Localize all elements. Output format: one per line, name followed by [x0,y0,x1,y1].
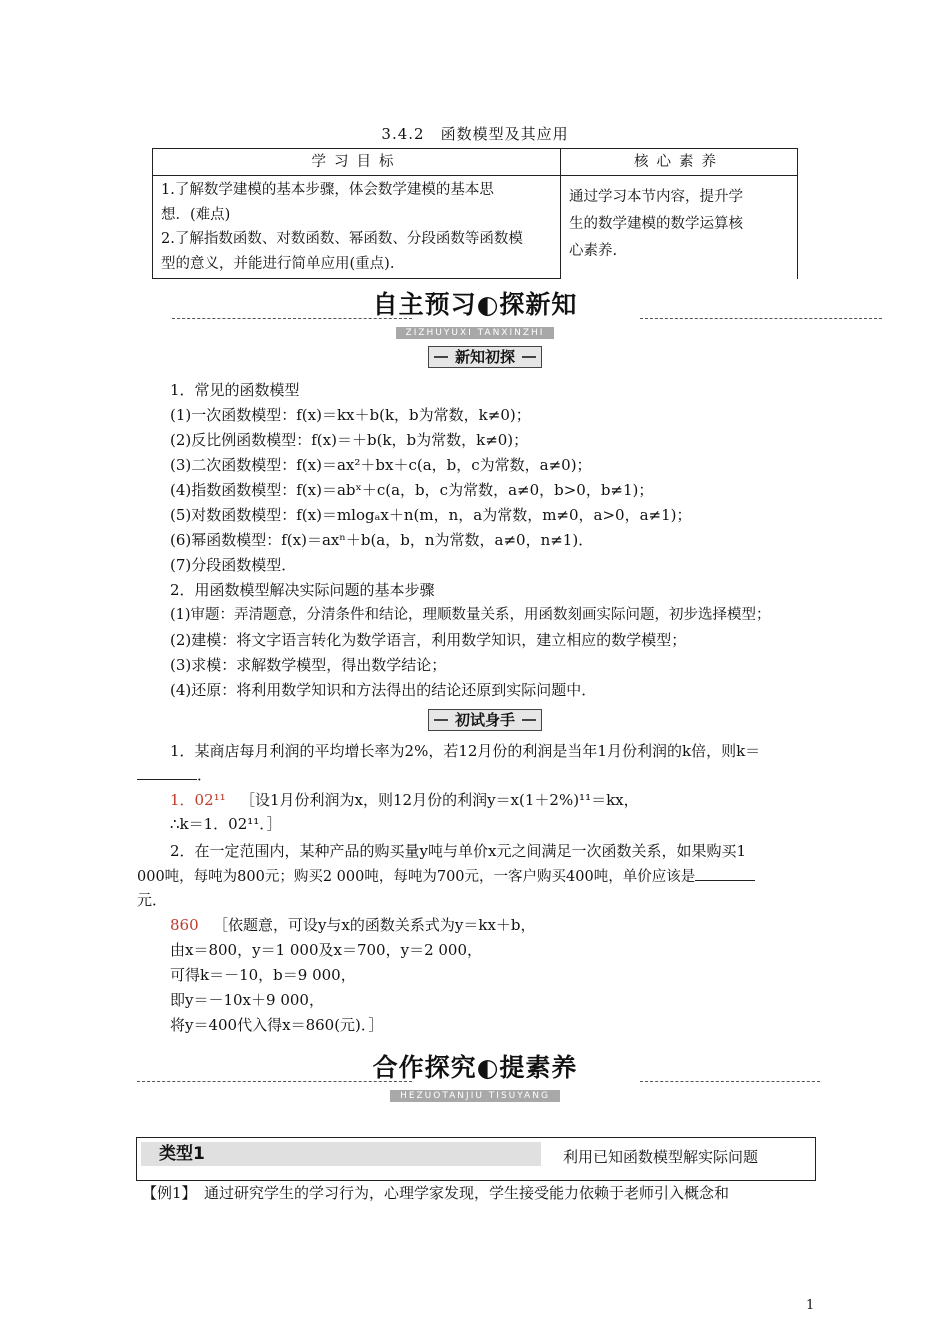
banner-subtitle: HEZUOTANJIU TISUYANG [390,1090,560,1102]
banner-title: 合作探究◐提素养 [372,1053,578,1082]
type-box [136,1137,816,1181]
text-line: 2．用函数模型解决实际问题的基本步骤 [170,581,435,599]
text-line: 1．常见的函数模型 [170,381,300,399]
solution-text: 由x＝800，y＝1 000及x＝700，y＝2 000， [170,941,483,959]
solution-text: ［依题意，可设y与x的函数关系式为y＝kx＋b， [212,916,536,934]
dashed-divider [640,1081,820,1082]
dashed-divider [172,318,412,319]
type-label: 类型1 [141,1142,541,1166]
text-line: (1)一次函数模型：f(x)＝kx＋b(k，b为常数，k≠0)； [170,406,531,424]
core-line: 心素养. [569,243,618,259]
banner-title: 自主预习◐探新知 [372,290,578,319]
solution-text: 即y＝－10x＋9 000， [170,991,324,1009]
text-line: (3)二次函数模型：f(x)＝ax²＋bx＋c(a，b，c为常数，a≠0)； [170,456,592,474]
solution-text: 将y＝400代入得x＝860(元)．］ [170,1016,384,1034]
text-line: (6)幂函数模型：f(x)＝axⁿ＋b(a，b，n为常数，a≠0，n≠1)． [170,531,594,549]
example-1: 【例1】 通过研究学生的学习行为，心理学家发现，学生接受能力依赖于老师引入概念和 [142,1184,730,1202]
question-2: 2．在一定范围内，某种产品的购买量y吨与单价x元之间满足一次函数关系，如果购买1 [170,842,747,860]
question-2-unit: 元． [137,891,168,909]
text-line: (4)还原：将利用数学知识和方法得出的结论还原到实际问题中． [170,681,597,699]
core-literacy-cell [561,176,798,279]
page-number: 1 [806,1298,815,1313]
answer-blank [695,866,755,881]
solution-text: 可得k＝－10，b＝9 000， [170,966,356,984]
type-title: 利用已知函数模型解实际问题 [563,1148,759,1166]
core-literacy-header: 核心素养 [561,149,798,176]
text-line: (7)分段函数模型． [170,556,297,574]
punctuation: ． [197,766,213,784]
question-2-line [137,866,755,887]
question-2-text: 000吨，每吨为800元；购买2 000吨，每吨为700元，一客户购买400吨，单价应该是 [137,869,696,885]
text-line: (3)求模：求解数学模型，得出数学结论； [170,656,447,674]
question-2-solution [170,915,536,935]
goals-header: 学习目标 [153,149,561,176]
answer-2: 860 [170,916,199,934]
banner-preview [0,285,950,339]
goals-cell [153,176,561,279]
text-line: (5)对数函数模型：f(x)＝mlogₐx＋n(m，n，a为常数，m≠0，a>0，a≠1)； [170,506,692,524]
section-heading: 新知初探 [428,346,542,368]
goals-line: 型的意义，并能进行简单应用(重点). [161,255,395,272]
text-line: (2)反比例函数模型：f(x)＝＋b(k，b为常数，k≠0)； [170,431,529,449]
goals-line: 1.了解数学建模的基本步骤，体会数学建模的基本思 [161,182,494,198]
answer-blank [137,765,197,780]
page-title: 3.4.2 函数模型及其应用 [381,125,569,143]
question-1-solution [170,790,639,810]
answer-1: 1．02¹¹ [170,791,226,809]
text-line: (4)指数函数模型：f(x)＝abˣ＋c(a，b，c为常数，a≠0，b>0，b≠1)； [170,481,654,499]
solution-text: ∴k＝1．02¹¹．］ [170,815,282,833]
goals-line: 2.了解指数函数、对数函数、幂函数、分段函数等函数模 [161,231,523,247]
goals-line: 想．(难点) [161,206,231,223]
question-1-blank-line [137,765,212,785]
question-1: 1．某商店每月利润的平均增长率为2%，若12月份的利润是当年1月份利润的k倍，则k＝ [170,742,761,760]
core-line: 生的数学建模的数学运算核 [569,216,743,232]
text-line: (1)审题：弄清题意，分清条件和结论，理顺数量关系，用函数刻画实际问题，初步选择模型； [170,607,771,623]
solution-text: ［设1月份利润为x，则12月份的利润y＝x(1＋2%)¹¹＝kx， [239,791,639,809]
text-line: (2)建模：将文字语言转化为数学语言，利用数学知识，建立相应的数学模型； [170,631,687,649]
dashed-divider [640,318,882,319]
core-line: 通过学习本节内容，提升学 [569,189,743,205]
section-heading: 初试身手 [428,709,542,731]
dashed-divider [137,1081,412,1082]
banner-subtitle: ZIZHUYUXI TANXINZHI [396,327,555,339]
banner-explore [0,1048,950,1102]
goals-table [152,148,798,279]
